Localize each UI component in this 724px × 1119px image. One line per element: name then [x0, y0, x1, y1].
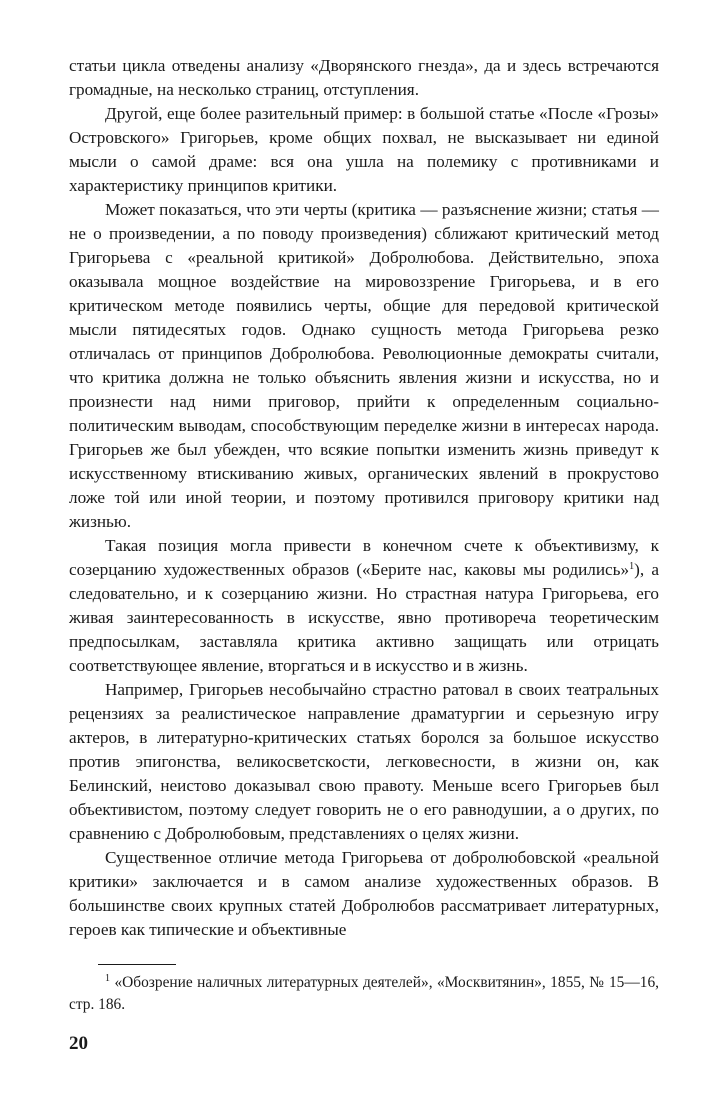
footnote-mark: 1	[105, 973, 110, 984]
page-number: 20	[69, 1033, 88, 1054]
paragraph-3: Может показаться, что эти черты (критика — разъяснение жизни; статья — не о произведении, а по поводу произведения) сближают критический метод Григорьева с «реальной критикой» Добролюбова. Действительно, эпоха оказывала мощное воздействие на мировоззрение Григорьева, и в его критическом методе появились черты, общие для передовой критической мысли пятидесятых годов. Однако сущность метода Григорьева резко отличалась от принципов Добролюбова. Революционные демократы считали, что критика должна не только объяснить явления жизни и искусства, но и произнести над ними приговор, прийти к определенным социально-политическим выводам, способствующим переделке жизни в интересах народа. Григорьев же был убежден, что всякие попытки изменить жизнь приведут к искусственному втискиванию живых, органических явлений в прокрустово ложе той или иной теории, и поэтому противился приговору критики над жизнью.	[69, 200, 659, 531]
footnote-reference: 1	[629, 561, 635, 572]
footnote-text: «Обозрение наличных литературных деятелей», «Москвитянин», 1855, № 15—16, стр. 186.	[69, 974, 659, 1013]
paragraph-2: Другой, еще более разительный пример: в большой статье «После «Грозы» Островского» Григорьев, кроме общих похвал, не высказывает ни единой мысли о самой драме: вся она ушла на полемику с противниками и характеристику принципов критики.	[69, 104, 659, 195]
paragraph-1: статьи цикла отведены анализу «Дворянского гнезда», да и здесь встречаются громадные, на несколько страниц, отступления.	[69, 56, 659, 99]
paragraph-4	[69, 534, 659, 678]
paragraph-5: Например, Григорьев несобычайно страстно ратовал в своих театральных рецензиях за реалистическое направление драматургии и серьезную игру актеров, в литературно-критических статьях боролся за большое искусство против эпигонства, великосветскости, легковесности, в жизни он, как Белинский, неистово доказывал свою правоту. Меньше всего Григорьев был объективистом, поэтому следует говорить не о его равнодушии, а о других, по сравнению с Добролюбовым, представлениях о целях жизни.	[69, 680, 659, 843]
page-body	[69, 54, 659, 942]
paragraph-6: Существенное отличие метода Григорьева от добролюбовской «реальной критики» заключается и в самом анализе художественных образов. В большинстве своих крупных статей Добролюбов рассматривает литературных, героев как типические и объективные	[69, 848, 659, 939]
paragraph-4-text-a: Такая позиция могла привести в конечном счете к объективизму, к созерцанию художественных образов («Берите нас, каковы мы родились»	[69, 536, 659, 579]
footnote	[69, 972, 659, 1016]
footnote-divider	[98, 964, 176, 965]
paragraph-4-text-b: ), а следовательно, и к созерцанию жизни. Но страстная натура Григорьева, его живая заинтересованность в искусстве, явно противореча теоретическим предпосылкам, заставляла критика активно защищать или отрицать соответствующее явление, вторгаться и в искусство и в жизнь.	[69, 560, 659, 675]
